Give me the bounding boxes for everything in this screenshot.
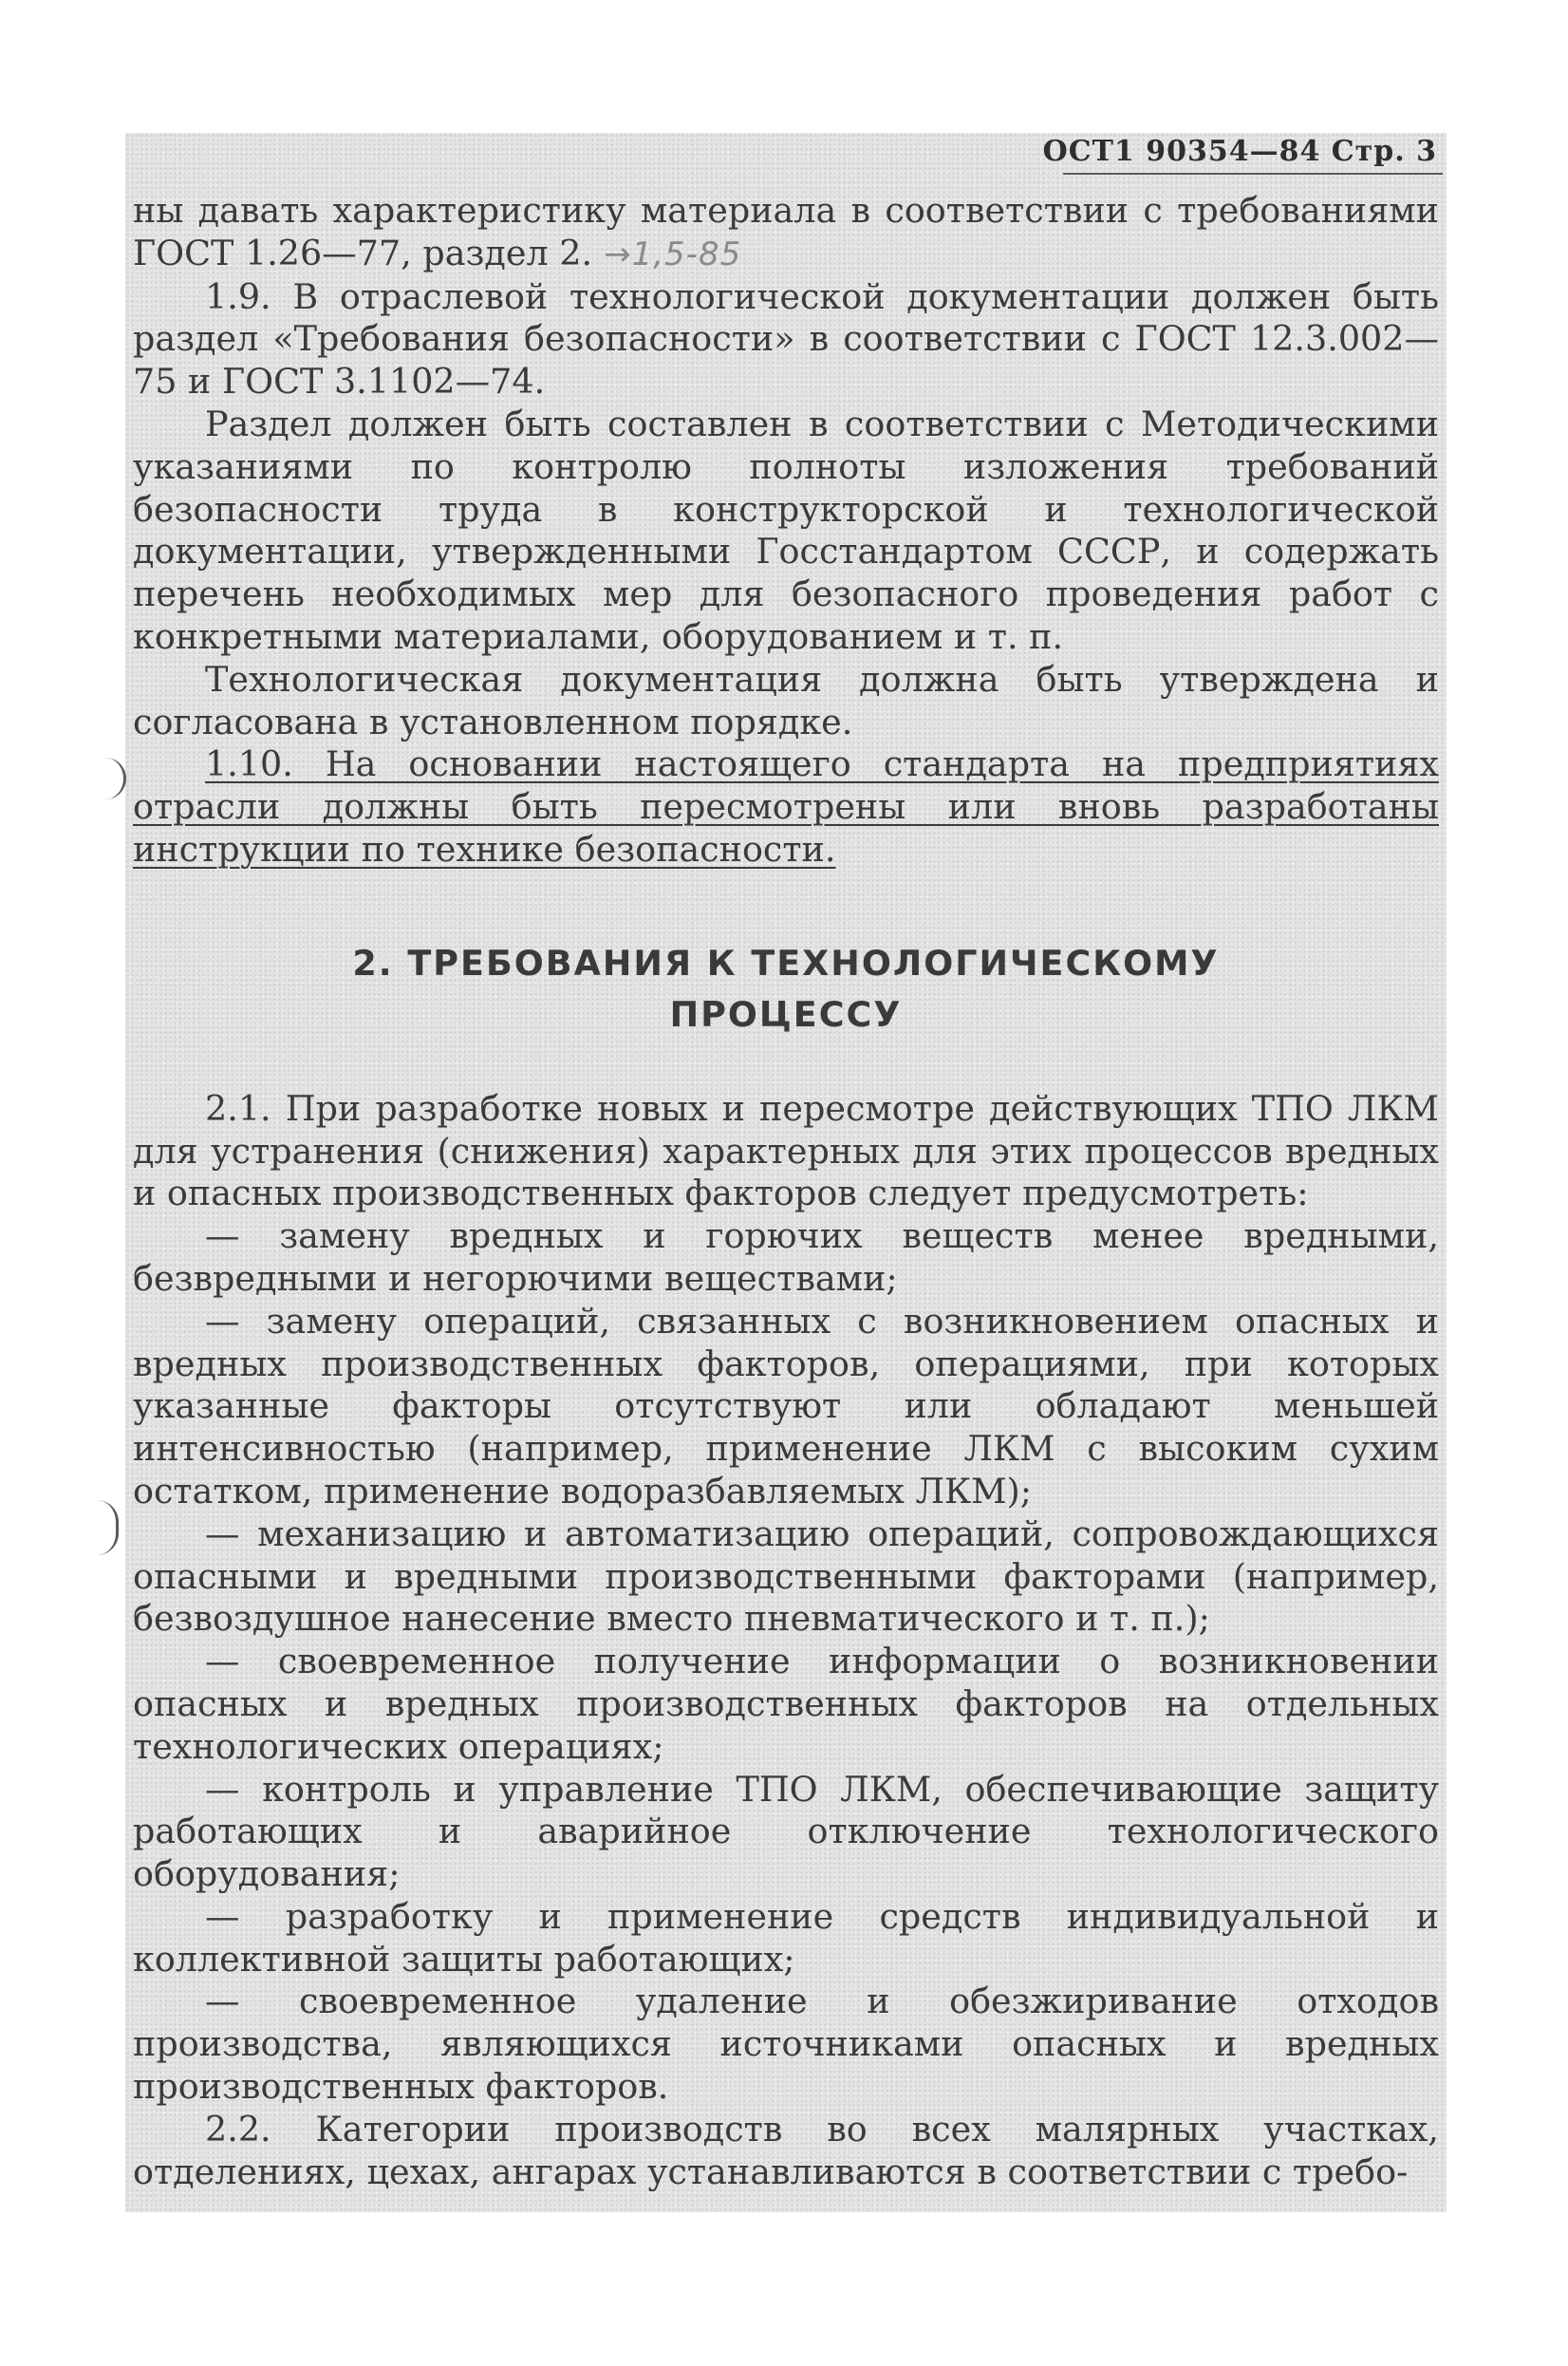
section-heading xyxy=(133,938,1439,1041)
paragraph-underlined xyxy=(133,743,1439,871)
list-item: — замену операций, связанных с возникновением опасных и вредных производственных факторов, операциями, при которых указанные факторы отсутствуют или обладают меньшей интенсивностью (например, применение ЛКМ с высоким сухим остатком, применение водоразбавляемых ЛКМ); xyxy=(133,1300,1439,1512)
handwritten-annotation: →1,5-85 xyxy=(604,235,742,273)
list-item: — своевременное удаление и обезжиривание отходов производства, являющихся источниками опасных и вредных производственных факторов. xyxy=(133,1981,1439,2108)
list-item: — механизацию и автоматизацию операций, сопровождающихся опасными и вредными производственными факторами (например, безвоздушное нанесение вместо пневматического и т. п.); xyxy=(133,1512,1439,1640)
section-heading-line: ПРОЦЕССУ xyxy=(669,993,903,1035)
header-underline xyxy=(1063,173,1443,175)
paragraph: Раздел должен быть составлен в соответствии с Методическими указаниями по контролю полноты изложения требований безопасности труда в конструкторской и технологической документации, утвержденными Госстандартом СССР, и содержать перечень необходимых мер для безопасного проведения работ с конкретными материалами, оборудованием и т. п. xyxy=(133,403,1439,657)
paragraph: 2.2. Категории производств во всех малярных участках, отделениях, цехах, ангарах устанавливаются в соответствии с требо- xyxy=(133,2108,1439,2192)
list-item: — замену вредных и горючих веществ менее вредными, безвредными и негорючими веществами; xyxy=(133,1215,1439,1299)
document-body xyxy=(133,190,1439,2193)
paragraph: Технологическая документация должна быть утверждена и согласована в установленном порядке. xyxy=(133,658,1439,742)
list-item: — контроль и управление ТПО ЛКМ, обеспечивающие защиту работающих и аварийное отключение технологического оборудования; xyxy=(133,1768,1439,1895)
page-header: ОСТ1 90354—84 Стр. 3 xyxy=(1042,135,1437,168)
margin-bracket-mark xyxy=(97,1500,119,1555)
paragraph: 2.1. При разработке новых и пересмотре действующих ТПО ЛКМ для устранения (снижения) характерных для этих процессов вредных и опасных производственных факторов следует предусмотреть: xyxy=(133,1087,1439,1214)
section-heading-line: 2. ТРЕБОВАНИЯ К ТЕХНОЛОГИЧЕСКОМУ xyxy=(352,942,1220,984)
margin-bracket-mark xyxy=(104,758,126,799)
list-item: — разработку и применение средств индивидуальной и коллективной защиты работающих; xyxy=(133,1895,1439,1980)
document-sheet xyxy=(125,133,1447,2212)
paragraph xyxy=(133,190,1439,276)
paragraph-text: ны давать характеристику материала в соответствии с требованиями ГОСТ 1.26—77, раздел 2. xyxy=(133,190,1439,273)
paragraph: 1.9. В отраслевой технологической документации должен быть раздел «Требования безопасности» в соответствии с ГОСТ 12.3.002—75 и ГОСТ 3.1102—74. xyxy=(133,275,1439,403)
list-item: — своевременное получение информации о возникновении опасных и вредных производственных факторов на отдельных технологических операциях; xyxy=(133,1641,1439,1767)
underlined-text: 1.10. На основании настоящего стандарта на предприятиях отрасли должны быть пересмотрены или вновь разработаны инструкции по технике безопасности. xyxy=(133,743,1439,870)
